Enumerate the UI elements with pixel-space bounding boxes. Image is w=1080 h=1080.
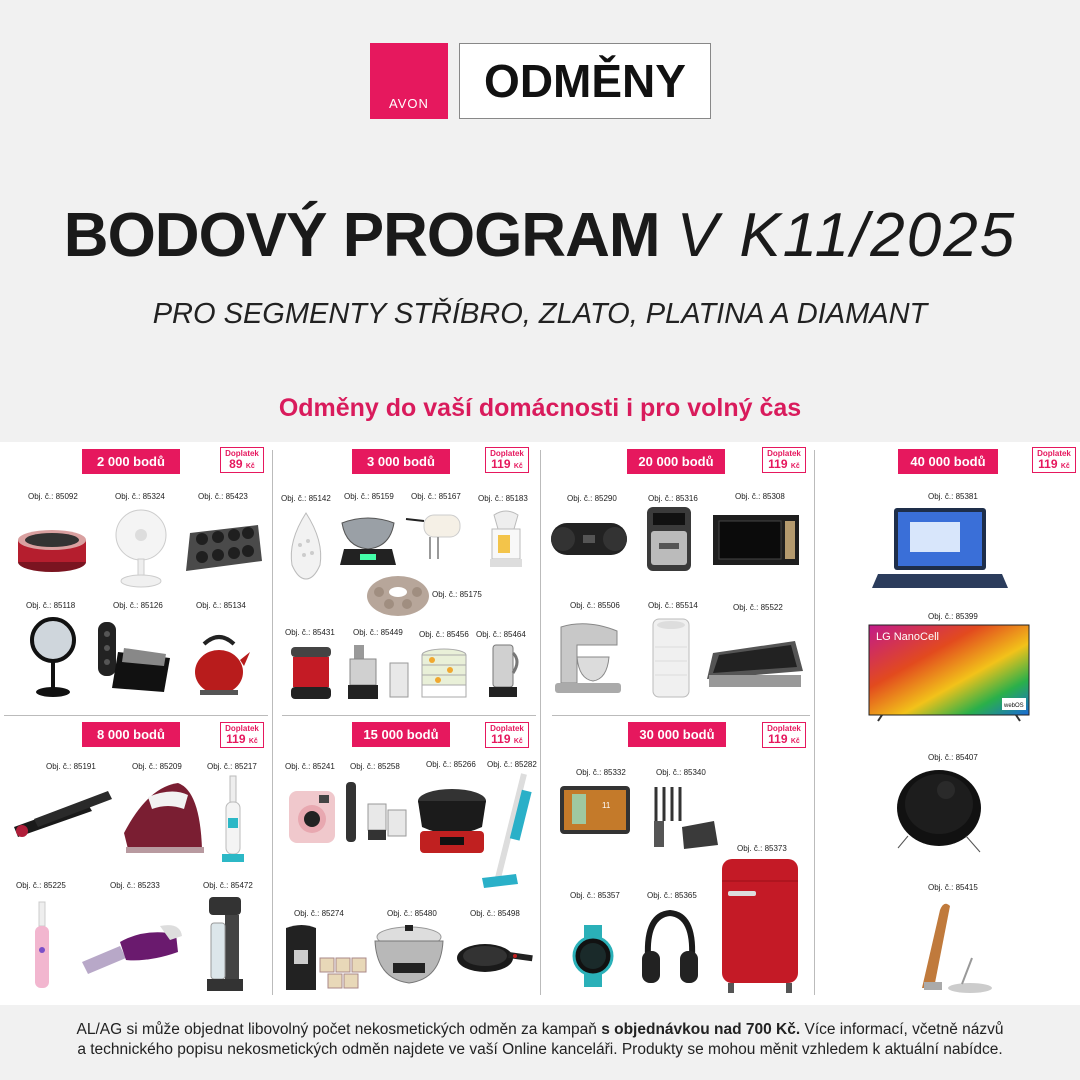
kettle-image [188, 626, 250, 698]
robot-vacuum-image [894, 764, 988, 858]
desk-fan-image [110, 505, 172, 589]
order-number: Obj. č.: 85357 [570, 891, 620, 900]
order-number: Obj. č.: 85522 [733, 603, 783, 612]
tablet-number: 11 [602, 801, 611, 810]
order-number: Obj. č.: 85290 [567, 494, 617, 503]
order-number: Obj. č.: 85118 [26, 601, 76, 610]
instant-camera-image [286, 786, 338, 846]
divider [4, 715, 268, 716]
surcharge-box: Doplatek 119 Kč [485, 722, 529, 748]
tier-badge: 20 000 bodů [627, 449, 725, 474]
order-number: Obj. č.: 85431 [285, 628, 335, 637]
air-fryer-image [642, 504, 696, 574]
tier-badge: 8 000 bodů [82, 722, 180, 747]
hair-styler-image [906, 896, 1002, 996]
laptop-image [870, 504, 1010, 598]
divider [272, 450, 273, 995]
order-number: Obj. č.: 85225 [16, 881, 66, 890]
tier-badge: 40 000 bodů [898, 449, 998, 474]
surcharge-box: Doplatek 119 Kč [1032, 447, 1076, 473]
milk-frother-image [480, 640, 526, 702]
order-number: Obj. č.: 85258 [350, 762, 400, 771]
tier-badge: 15 000 bodů [352, 722, 450, 747]
order-number: Obj. č.: 85407 [928, 753, 978, 762]
divider [552, 715, 810, 716]
tier-badge: 2 000 bodů [82, 449, 180, 474]
humidifier-image [283, 508, 329, 584]
logo [370, 43, 711, 119]
soda-maker-image [202, 894, 248, 994]
order-number: Obj. č.: 85282 [487, 760, 537, 769]
hand-blender-image [340, 780, 410, 850]
hand-mixer-image [404, 506, 464, 566]
order-number: Obj. č.: 85332 [576, 768, 626, 777]
rewards-badge: ODMĚNY [459, 43, 711, 119]
divider [814, 450, 815, 995]
order-number: Obj. č.: 85266 [426, 760, 476, 769]
surcharge-box: Doplatek 119 Kč [762, 447, 806, 473]
hair-waver-image [8, 776, 118, 846]
kids-toothbrush-image [30, 900, 54, 992]
order-number: Obj. č.: 85175 [432, 590, 482, 599]
springform-pan-image [14, 510, 90, 586]
stand-mixer-image [546, 616, 626, 698]
order-number: Obj. č.: 85241 [285, 762, 335, 771]
food-dehydrator-image [419, 644, 469, 700]
order-number: Obj. č.: 85456 [419, 630, 469, 639]
order-number: Obj. č.: 85423 [198, 492, 248, 501]
surcharge-box: Doplatek 119 Kč [485, 447, 529, 473]
order-number: Obj. č.: 85233 [110, 881, 160, 890]
tv-brand-label: LG NanoCell [876, 631, 939, 643]
order-number: Obj. č.: 85126 [113, 601, 163, 610]
waffle-maker-image [94, 618, 176, 696]
tv-image [868, 624, 1030, 722]
order-number: Obj. č.: 85209 [132, 762, 182, 771]
order-number: Obj. č.: 85159 [344, 492, 394, 501]
coffee-machine-image [282, 920, 368, 994]
handheld-vacuum-image [80, 916, 186, 978]
divider [282, 715, 536, 716]
order-number: Obj. č.: 85381 [928, 492, 978, 501]
order-number: Obj. č.: 85399 [928, 612, 978, 621]
order-number: Obj. č.: 85449 [353, 628, 403, 637]
order-number: Obj. č.: 85373 [737, 844, 787, 853]
order-number: Obj. č.: 85092 [28, 492, 78, 501]
surcharge-box: Doplatek 89 Kč [220, 447, 264, 473]
avon-logo: AVON [370, 43, 448, 119]
divider [540, 450, 541, 995]
steam-mop-image [480, 770, 536, 890]
pan-set-image [455, 926, 535, 984]
order-number: Obj. č.: 85274 [294, 909, 344, 918]
tagline: Odměny do vaší domácnosti i pro volný čas [278, 394, 802, 422]
makeup-mirror-image [28, 614, 78, 698]
order-number: Obj. č.: 85183 [478, 494, 528, 503]
juicer-image [344, 640, 414, 702]
order-number: Obj. č.: 85316 [648, 494, 698, 503]
order-number: Obj. č.: 85365 [647, 891, 697, 900]
surcharge-box: Doplatek 119 Kč [220, 722, 264, 748]
order-number: Obj. č.: 85324 [115, 492, 165, 501]
ice-cream-maker-image [286, 640, 336, 702]
footer-note: AL/AG si může objednat libovolný počet nekosmetických odměn za kampaň s objednávkou nad 700 Kč. Více informací, včetně názvů a technického popisu nekosmetických odměn najdete ve vaší Online kanceláři. Produkty se mohou měnit vzhledem k aktuální nabídce. [76, 1021, 1004, 1058]
order-number: Obj. č.: 85134 [196, 601, 246, 610]
retro-fridge-image [718, 856, 802, 996]
headphones-image [640, 906, 700, 990]
electric-toothbrush-image [218, 774, 248, 864]
bluetooth-speaker-image [548, 512, 630, 566]
order-number: Obj. č.: 85472 [203, 881, 253, 890]
microwave-image [710, 512, 802, 568]
order-number: Obj. č.: 85480 [387, 909, 437, 918]
slow-cooker-image [368, 922, 450, 988]
surcharge-box: Doplatek 119 Kč [762, 722, 806, 748]
tv-os-label: webOS [1004, 703, 1024, 709]
tier-badge: 30 000 bodů [628, 722, 726, 747]
order-number: Obj. č.: 85415 [928, 883, 978, 892]
kitchen-scale-image [335, 508, 401, 568]
order-number: Obj. č.: 85464 [476, 630, 526, 639]
page-subtitle: PRO SEGMENTY STŘÍBRO, ZLATO, PLATINA A DIAMANT [152, 298, 928, 330]
tier-badge: 3 000 bodů [352, 449, 450, 474]
order-number: Obj. č.: 85167 [411, 492, 461, 501]
order-number: Obj. č.: 85217 [207, 762, 257, 771]
order-number: Obj. č.: 85514 [648, 601, 698, 610]
order-number: Obj. č.: 85191 [46, 762, 96, 771]
order-number: Obj. č.: 85142 [281, 494, 331, 503]
hair-styler-set-image [648, 780, 720, 854]
contact-grill-image [702, 630, 806, 690]
order-number: Obj. č.: 85498 [470, 909, 520, 918]
steam-iron-image [118, 776, 206, 856]
tablet-image [558, 782, 632, 838]
smartwatch-image [566, 924, 620, 988]
order-number: Obj. č.: 85308 [735, 492, 785, 501]
muffin-tray-image [183, 515, 265, 581]
order-number: Obj. č.: 85506 [570, 601, 620, 610]
citrus-juicer-image [480, 506, 532, 570]
order-number: Obj. č.: 85340 [656, 768, 706, 777]
air-purifier-image [648, 616, 694, 700]
bundt-mold-image [364, 566, 432, 620]
page-title: BODOVÝ PROGRAM V K11/2025 [63, 201, 1017, 270]
